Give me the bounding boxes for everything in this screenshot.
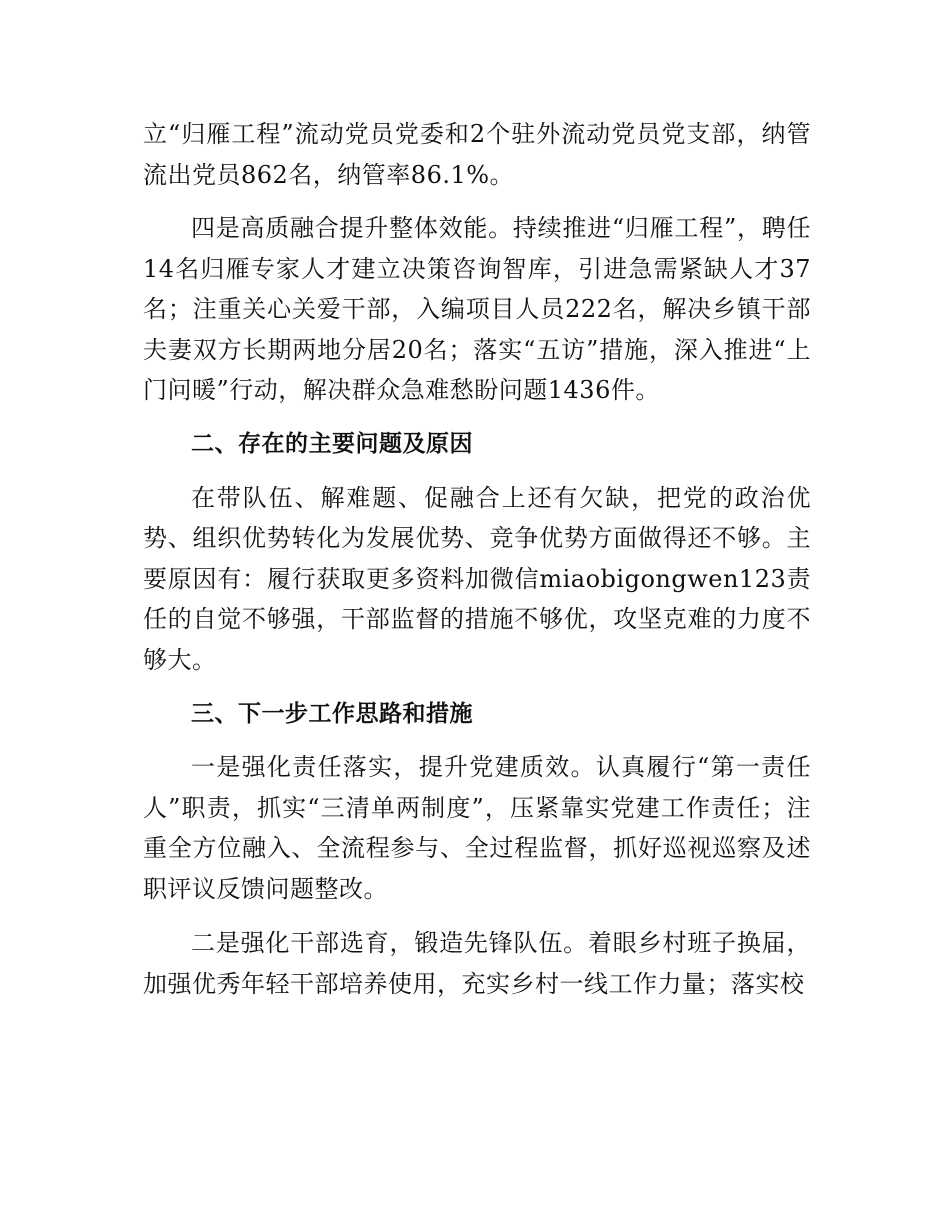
document-body [143, 114, 811, 1004]
paragraph-continued: 立“归雁工程”流动党员党委和2个驻外流动党员党支部，纳管流出党员862名，纳管率86.1%。 [143, 120, 811, 189]
section-heading-problems: 二、存在的主要问题及原因 [191, 430, 473, 457]
paragraph-responsibility: 一是强化责任落实，提升党建质效。认真履行“第一责任人”职责，抓实“三清单两制度”，压紧靠实党建工作责任；注重全方位融入、全流程参与、全过程监督，抓好巡视巡察及述职评议反馈问题整改。 [143, 753, 811, 903]
paragraph-integration-efficiency: 四是高质融合提升整体效能。持续推进“归雁工程”，聘任14名归雁专家人才建立决策咨询智库，引进急需紧缺人才37名；注重关心关爱干部，入编项目人员222名，解决乡镇干部夫妻双方长期两地分居20名；落实“五访”措施，深入推进“上门问暖”行动，解决群众急难愁盼问题1436件。 [143, 214, 811, 404]
section-heading-next-steps: 三、下一步工作思路和措施 [191, 701, 473, 727]
paragraph-cadre-training: 二是强化干部选育，锻造先锋队伍。着眼乡村班子换届，加强优秀年轻干部培养使用，充实乡村一线工作力量；落实校 [143, 929, 811, 998]
paragraph-problems-causes: 在带队伍、解难题、促融合上还有欠缺，把党的政治优势、组织优势转化为发展优势、竞争优势方面做得还不够。主要原因有：履行获取更多资料加微信miaobigongwen123责任的自觉不够强，干部监督的措施不够优，攻坚克难的力度不够大。 [143, 483, 811, 674]
